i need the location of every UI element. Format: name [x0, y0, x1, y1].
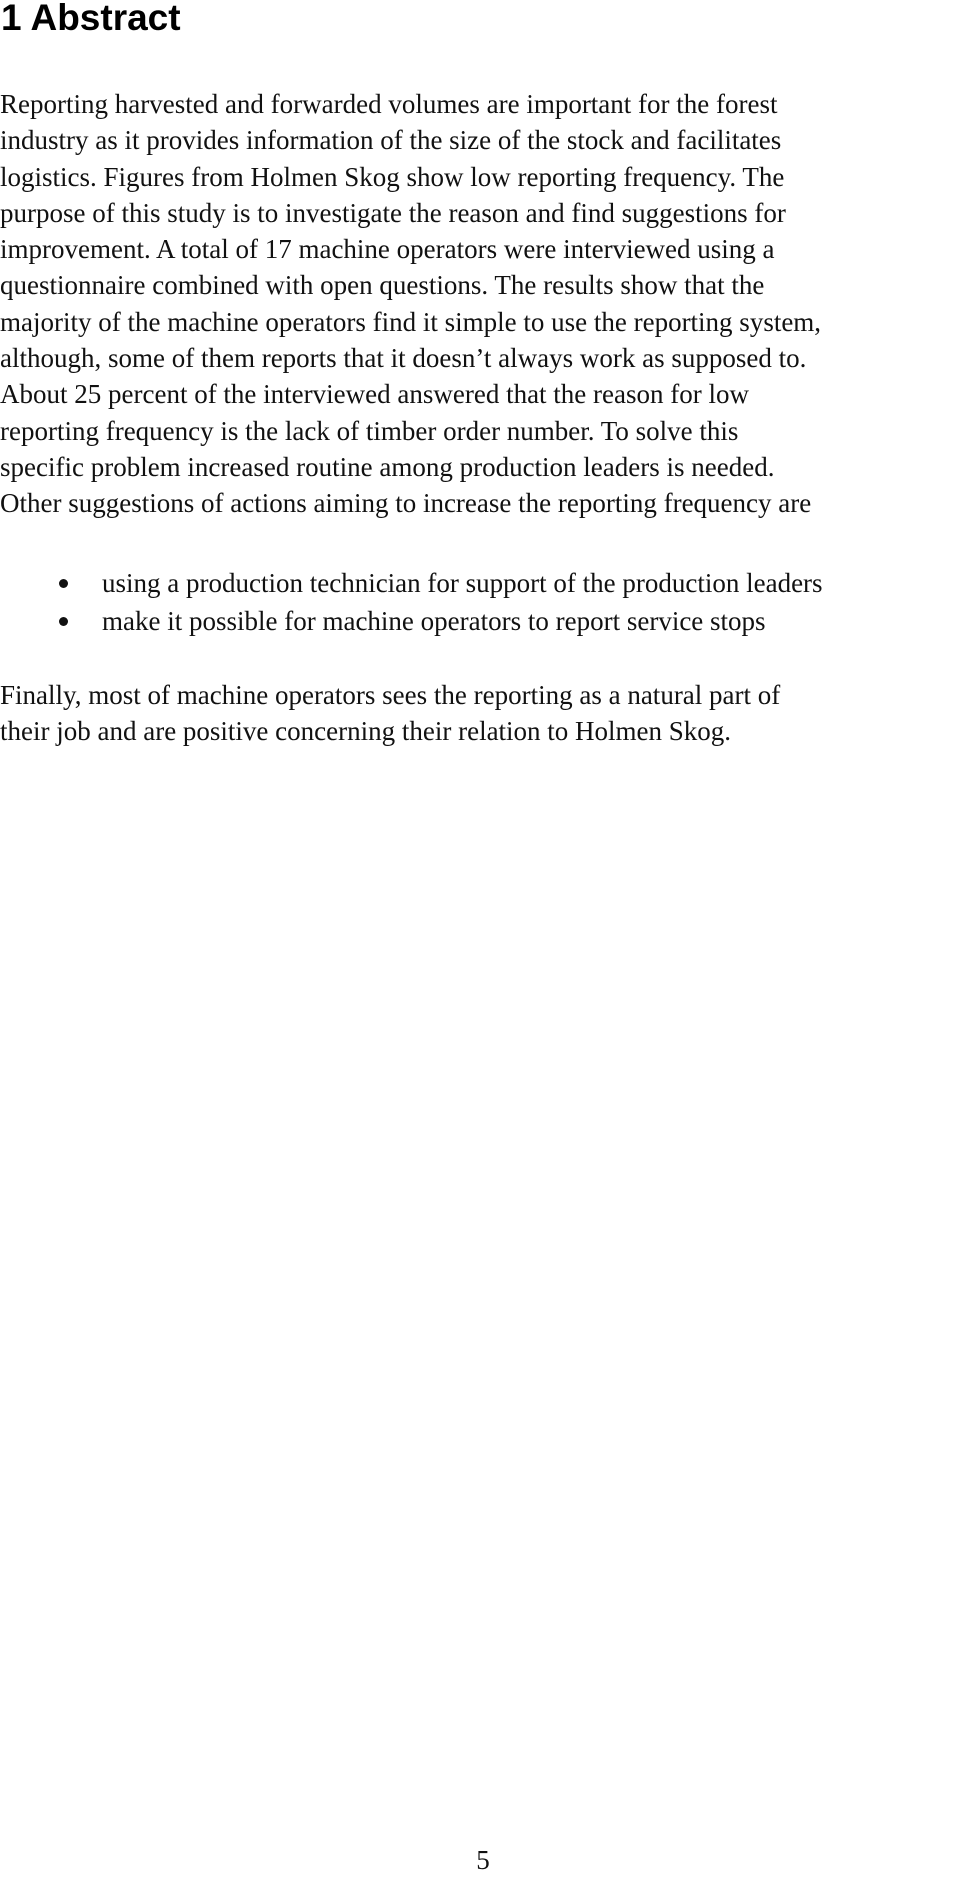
abstract-paragraph [0, 86, 950, 522]
text-line: questionnaire combined with open questions. The results show that the [0, 270, 765, 301]
closing-paragraph [0, 677, 950, 750]
section-heading: 1 Abstract [1, 0, 181, 38]
text-line: logistics. Figures from Holmen Skog show low reporting frequency. The [0, 161, 785, 192]
bullet-icon [59, 579, 68, 588]
text-line: majority of the machine operators find it simple to use the reporting system, [0, 306, 822, 337]
text-line: purpose of this study is to investigate the reason and find suggestions for [0, 197, 786, 228]
text-line: industry as it provides information of the size of the stock and facilitates [0, 125, 782, 156]
text-line: Reporting harvested and forwarded volumes are important for the forest [0, 89, 778, 119]
text-line: Other suggestions of actions aiming to increase the reporting frequency are [0, 488, 812, 519]
bullet-icon [59, 617, 68, 626]
list-item [0, 564, 823, 602]
suggestion-list [0, 564, 823, 640]
page-number: 5 [476, 1845, 490, 1875]
text-line: although, some of them reports that it doesn’t always work as supposed to. [0, 343, 807, 374]
text-line: specific problem increased routine among production leaders is needed. [0, 451, 775, 482]
text-line: their job and are positive concerning their relation to Holmen Skog. [0, 716, 732, 747]
list-item [0, 602, 823, 640]
text-line: Finally, most of machine operators sees the reporting as a natural part of [0, 680, 781, 710]
text-line: improvement. A total of 17 machine operators were interviewed using a [0, 234, 775, 265]
text-line: reporting frequency is the lack of timber order number. To solve this [0, 415, 739, 446]
list-item-text: make it possible for machine operators to report service stops [102, 606, 766, 636]
text-line: About 25 percent of the interviewed answered that the reason for low [0, 379, 749, 410]
list-item-text: using a production technician for support of the production leaders [102, 568, 823, 598]
